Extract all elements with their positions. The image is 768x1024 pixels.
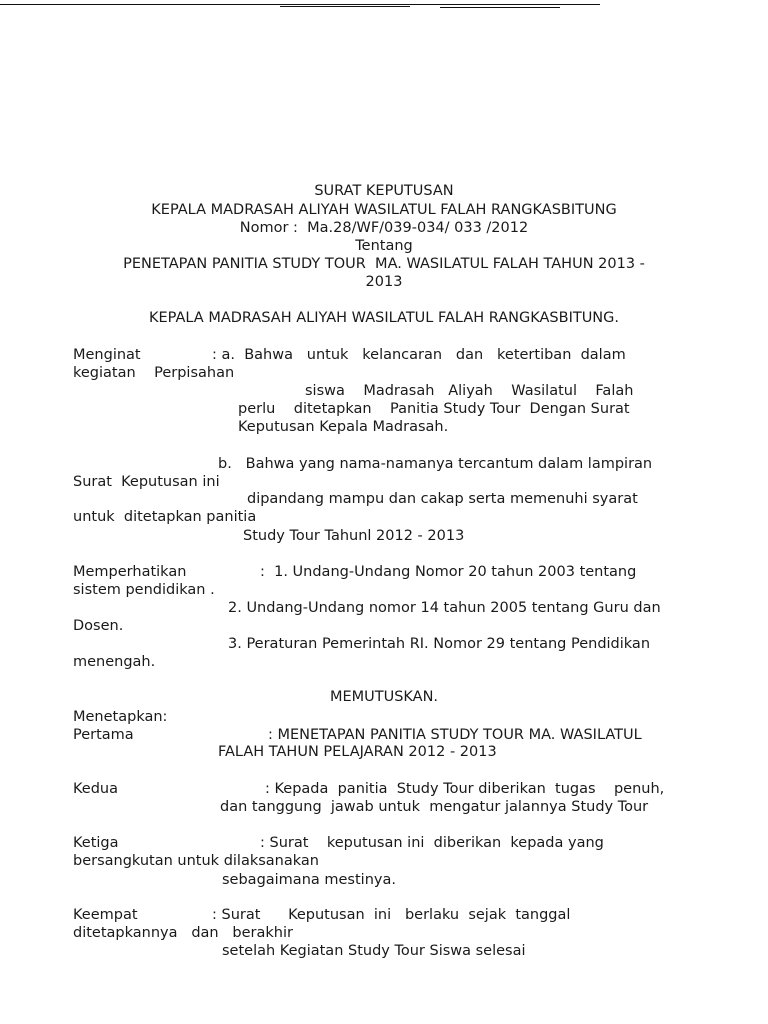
memperhatikan-line: : 1. Undang-Undang Nomor 20 tahun 2003 tentang bbox=[260, 564, 637, 580]
pertama-line: FALAH TAHUN PELAJARAN 2012 - 2013 bbox=[218, 744, 497, 760]
subject-line-1: PENETAPAN PANITIA STUDY TOUR MA. WASILATUL FALAH TAHUN 2013 - bbox=[123, 256, 645, 272]
memperhatikan-label: Memperhatikan bbox=[73, 564, 187, 580]
pertama-line: : MENETAPAN PANITIA STUDY TOUR MA. WASILATUL bbox=[268, 727, 642, 743]
kedua-line: dan tanggung jawab untuk mengatur jalannya Study Tour bbox=[220, 799, 649, 815]
menimbang-b-line: untuk ditetapkan panitia bbox=[73, 509, 257, 525]
document-number: Nomor : Ma.28/WF/039-034/ 033 /2012 bbox=[239, 220, 529, 236]
menimbang-a-line: siswa Madrasah Aliyah Wasilatul Falah bbox=[305, 383, 634, 399]
menimbang-b-line: Surat Keputusan ini bbox=[73, 474, 220, 490]
menimbang-a-line: perlu ditetapkan Panitia Study Tour Dengan Surat bbox=[238, 401, 630, 417]
ketiga-line: sebagaimana mestinya. bbox=[222, 872, 396, 888]
keempat-label: Keempat bbox=[73, 907, 138, 923]
memperhatikan-line: menengah. bbox=[73, 654, 156, 670]
keempat-line: ditetapkannya dan berakhir bbox=[73, 925, 293, 941]
ketiga-line: bersangkutan untuk dilaksanakan bbox=[73, 853, 319, 869]
menimbang-b-line: Study Tour Tahunl 2012 - 2013 bbox=[243, 528, 465, 544]
memperhatikan-line: 2. Undang-Undang nomor 14 tahun 2005 tentang Guru dan bbox=[228, 600, 661, 616]
about-label: Tentang bbox=[355, 238, 413, 254]
top-rule bbox=[0, 4, 600, 5]
document-title: SURAT KEPUTUSAN bbox=[314, 183, 454, 199]
memperhatikan-line: Dosen. bbox=[73, 618, 124, 634]
menimbang-a-line: Keputusan Kepala Madrasah. bbox=[238, 419, 449, 435]
menimbang-label: Menginat bbox=[73, 347, 141, 363]
menetapkan-label: Menetapkan: bbox=[73, 709, 168, 725]
menimbang-a-line: kegiatan Perpisahan bbox=[73, 365, 235, 381]
menimbang-a-line: : a. Bahwa untuk kelancaran dan ketertiban dalam bbox=[212, 347, 626, 363]
subject-line-2: 2013 bbox=[365, 274, 403, 290]
keempat-line: : Surat Keputusan ini berlaku sejak tanggal bbox=[212, 907, 571, 923]
heading-issuer: KEPALA MADRASAH ALIYAH WASILATUL FALAH RANGKASBITUNG. bbox=[148, 310, 620, 326]
menimbang-b-line: b. Bahwa yang nama-namanya tercantum dalam lampiran bbox=[218, 456, 653, 472]
kedua-label: Kedua bbox=[73, 781, 118, 797]
menimbang-b-line: dipandang mampu dan cakap serta memenuhi syarat bbox=[247, 491, 638, 507]
memperhatikan-line: sistem pendidikan . bbox=[73, 582, 215, 598]
top-rule-2 bbox=[280, 6, 410, 7]
issuer-line: KEPALA MADRASAH ALIYAH WASILATUL FALAH RANGKASBITUNG bbox=[151, 202, 617, 218]
kedua-line: : Kepada panitia Study Tour diberikan tugas penuh, bbox=[265, 781, 665, 797]
pertama-label: Pertama bbox=[73, 727, 134, 743]
top-rule-3 bbox=[440, 7, 560, 8]
keempat-line: setelah Kegiatan Study Tour Siswa selesai bbox=[222, 943, 526, 959]
ketiga-line: : Surat keputusan ini diberikan kepada yang bbox=[260, 835, 604, 851]
memperhatikan-line: 3. Peraturan Pemerintah RI. Nomor 29 tentang Pendidikan bbox=[228, 636, 651, 652]
ketiga-label: Ketiga bbox=[73, 835, 119, 851]
memutuskan-heading: MEMUTUSKAN. bbox=[329, 689, 439, 705]
